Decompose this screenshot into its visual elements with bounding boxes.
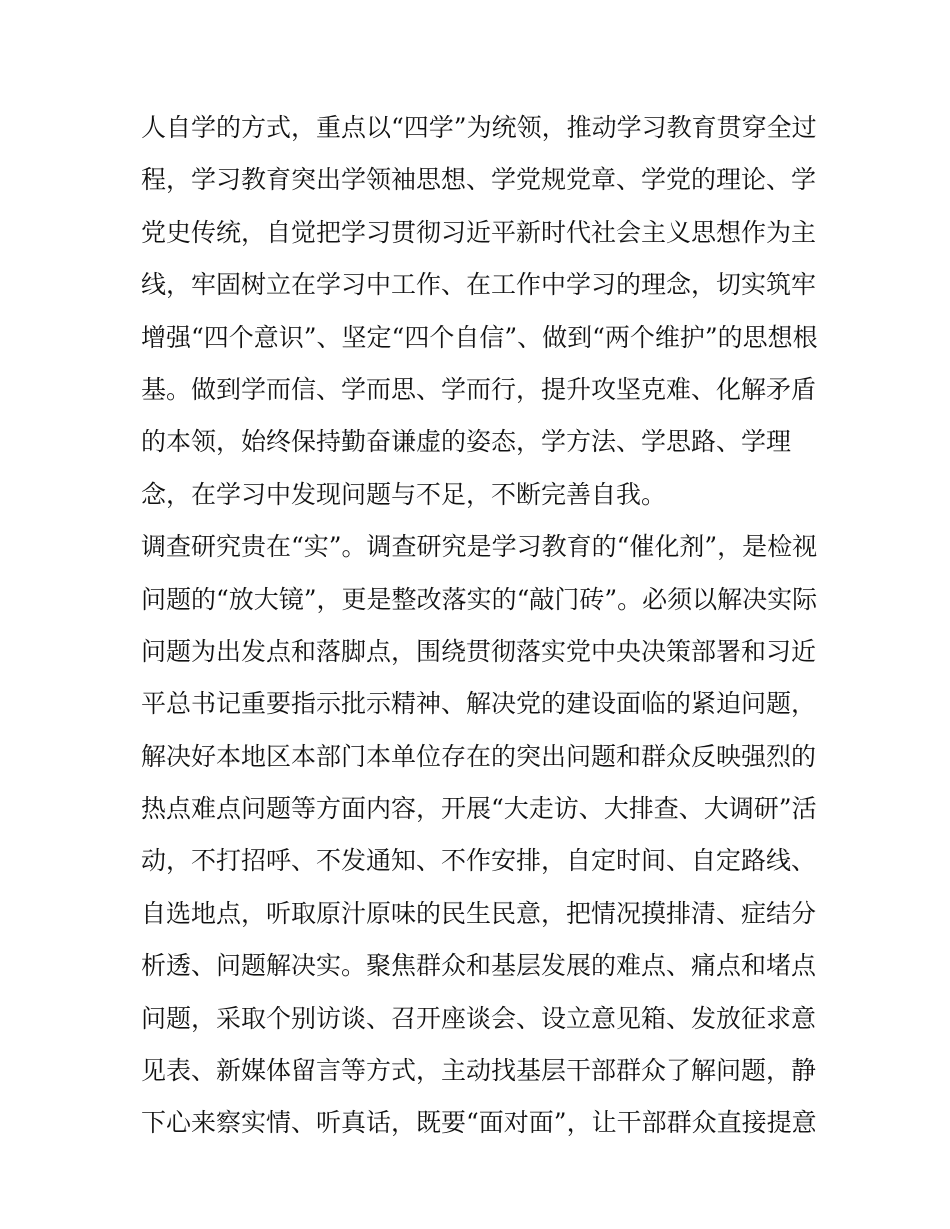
text-line: 问题的“放大镜”，更是整改落实的“敲门砖”。必须以解决实际: [141, 584, 818, 614]
text-line: 析透、问题解决实。聚焦群众和基层发展的难点、痛点和堵点: [141, 951, 817, 981]
body-text: [141, 102, 831, 1150]
text-line: 基。做到学而信、学而思、学而行，提升攻坚克难、化解矛盾: [141, 374, 817, 404]
text-line: 增强“四个意识”、坚定“四个自信”、做到“两个维护”的思想根: [141, 322, 818, 352]
text-line: 调查研究贵在“实”。调查研究是学习教育的“催化剂”，是检视: [141, 532, 818, 562]
text-line: 念，在学习中发现问题与不足，不断完善自我。: [141, 479, 667, 509]
text-line: 的本领，始终保持勤奋谦虚的姿态，学方法、学思路、学理: [141, 427, 792, 457]
text-line: 线，牢固树立在学习中工作、在工作中学习的理念，切实筑牢: [141, 270, 817, 300]
text-line: 平总书记重要指示批示精神、解决党的建设面临的紧迫问题，: [141, 689, 817, 719]
text-line: 见表、新媒体留言等方式，主动找基层干部群众了解问题，静: [141, 1056, 817, 1086]
text-line: 问题，采取个别访谈、召开座谈会、设立意见箱、发放征求意: [141, 1003, 817, 1033]
text-line: 程，学习教育突出学领袖思想、学党规党章、学党的理论、学: [141, 165, 817, 195]
text-line: 热点难点问题等方面内容，开展“大走访、大排查、大调研”活: [141, 794, 817, 824]
text-line: 人自学的方式，重点以“四学”为统领，推动学习教育贯穿全过: [141, 113, 817, 142]
text-line: 党史传统，自觉把学习贯彻习近平新时代社会主义思想作为主: [141, 217, 817, 247]
text-line: 自选地点，听取原汁原味的民生民意，把情况摸排清、症结分: [141, 898, 817, 928]
text-line: 动，不打招呼、不发通知、不作安排，自定时间、自定路线、: [141, 846, 817, 876]
text-line: 下心来察实情、听真话，既要“面对面”，让干部群众直接提意: [141, 1108, 817, 1138]
text-line: 问题为出发点和落脚点，围绕贯彻落实党中央决策部署和习近: [141, 636, 817, 666]
text-line: 解决好本地区本部门本单位存在的突出问题和群众反映强烈的: [141, 741, 817, 771]
